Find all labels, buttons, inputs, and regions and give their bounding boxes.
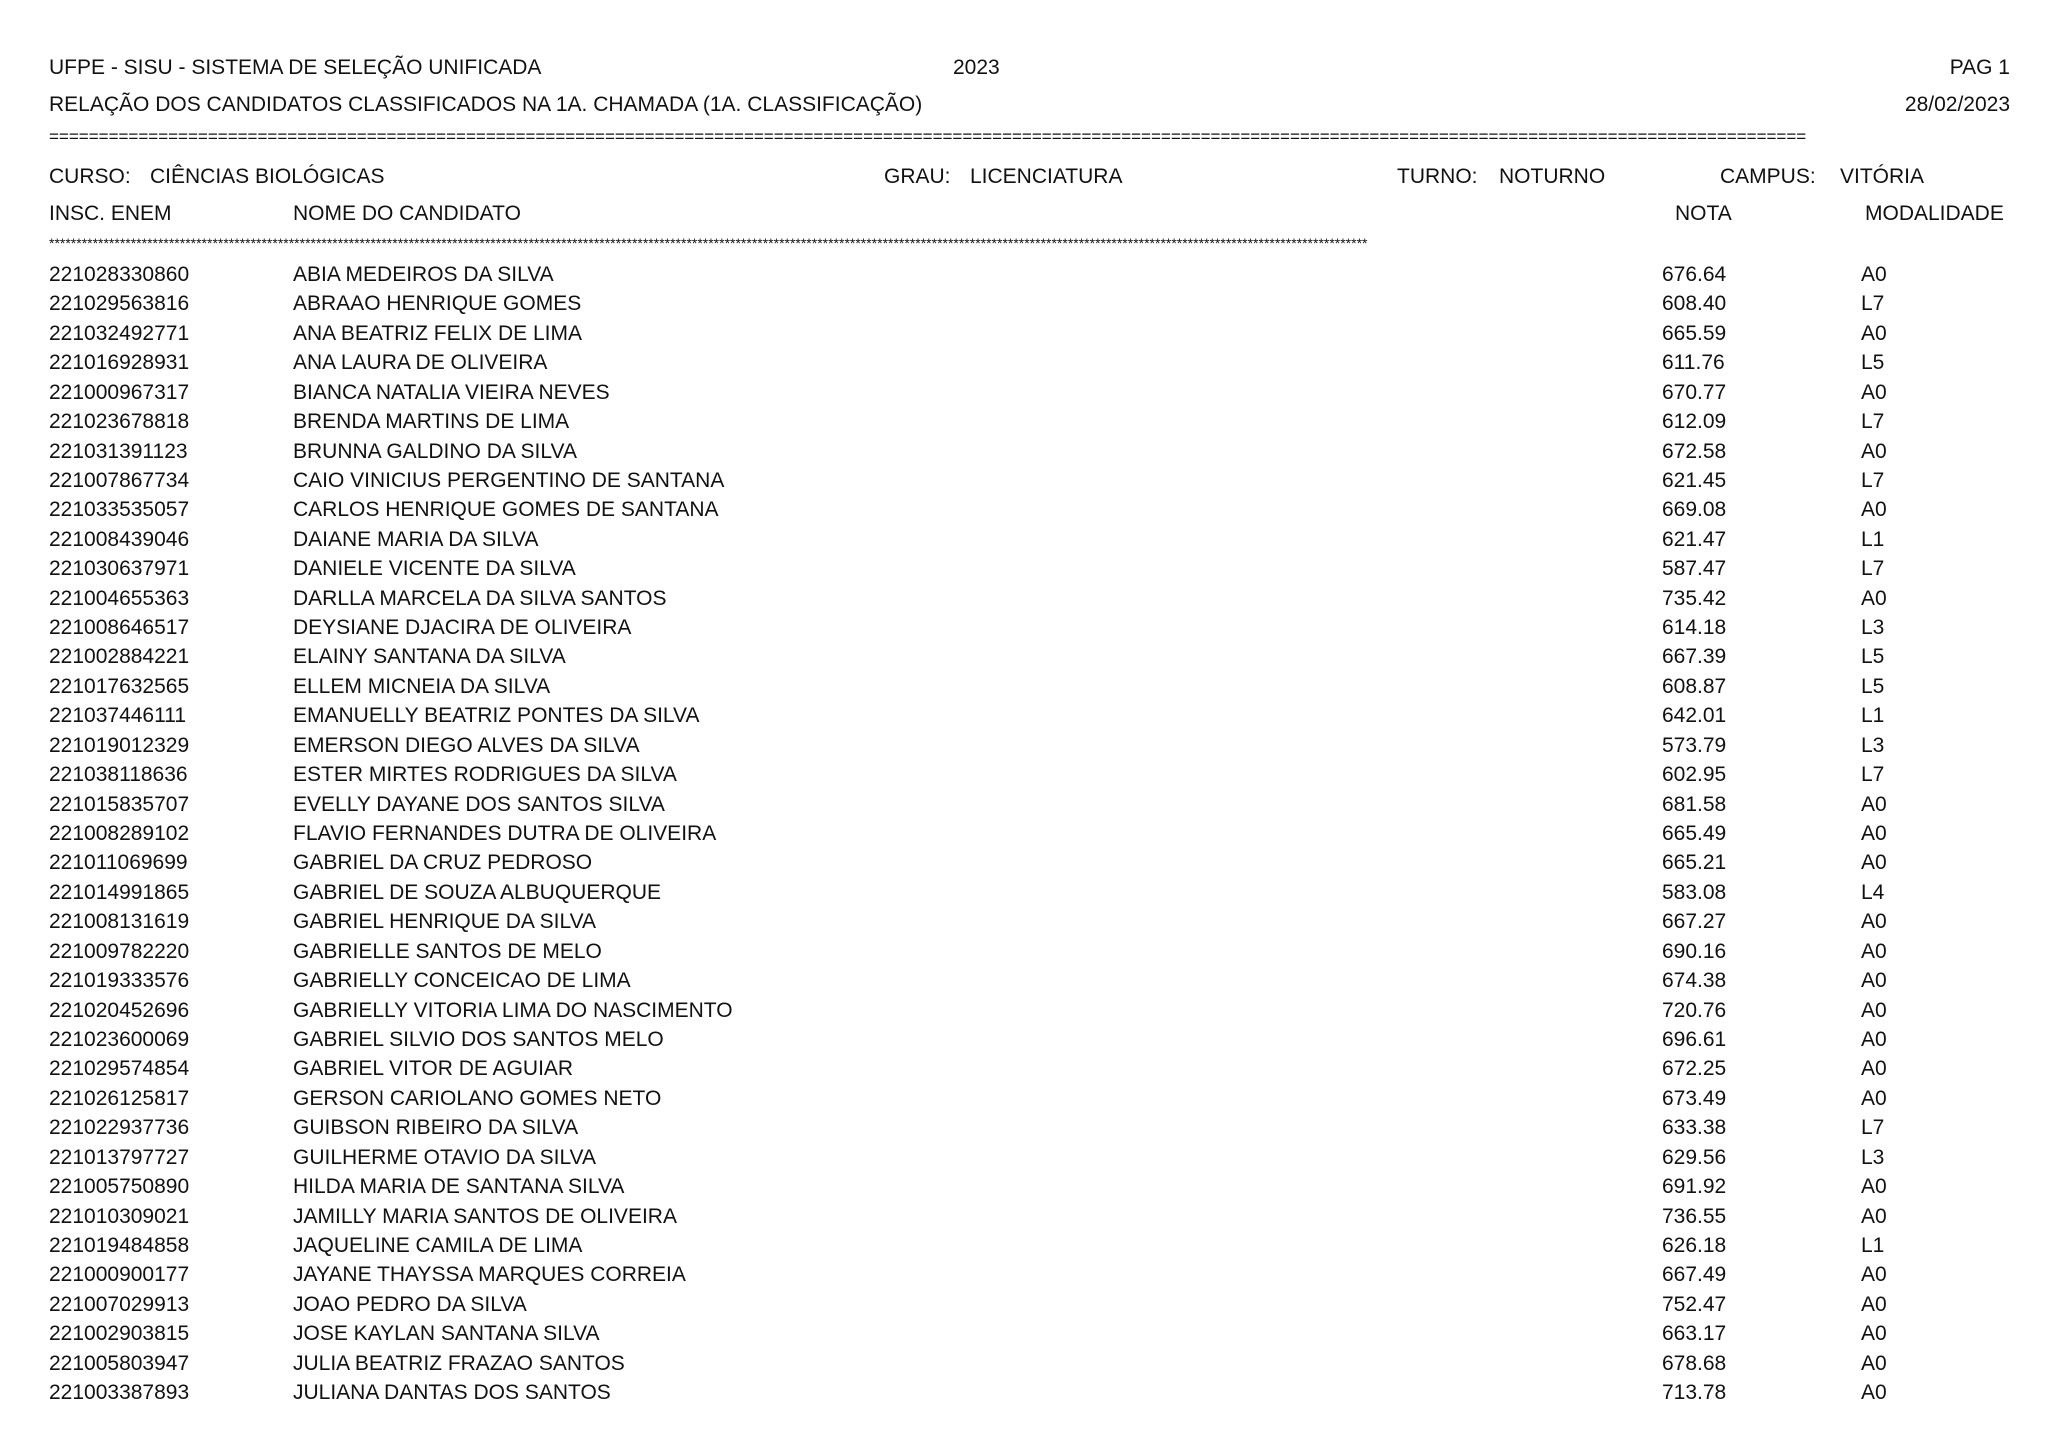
nota-cell: 676.64	[1662, 263, 1727, 286]
modalidade-cell: L7	[1861, 557, 1885, 581]
candidate-name-cell: DANIELE VICENTE DA SILVA	[293, 557, 576, 581]
curso-label: CURSO:	[49, 165, 131, 188]
candidate-name-cell: ABRAAO HENRIQUE GOMES	[293, 292, 582, 316]
modalidade-cell: L1	[1861, 527, 1885, 551]
modalidade-cell: A0	[1861, 1351, 1887, 1375]
modalidade-cell: A0	[1861, 1263, 1887, 1287]
insc-enem-cell: 221007029913	[49, 1292, 190, 1316]
table-row	[0, 441, 2048, 470]
candidate-name-cell: DAIANE MARIA DA SILVA	[293, 527, 539, 551]
insc-enem-cell: 221033535057	[49, 498, 190, 522]
modalidade-cell: A0	[1861, 851, 1887, 875]
nota-cell: 665.21	[1662, 851, 1727, 875]
insc-enem-cell: 221008439046	[49, 527, 190, 551]
insc-enem-cell: 221000900177	[49, 1263, 190, 1287]
nota-cell: 633.38	[1662, 1116, 1727, 1140]
page-number: PAG 1	[1949, 56, 2010, 79]
nota-cell: 583.08	[1662, 880, 1727, 904]
insc-enem-cell: 221007867734	[49, 468, 190, 492]
candidate-name-cell: GABRIEL HENRIQUE DA SILVA	[293, 910, 597, 934]
modalidade-cell: A0	[1861, 1027, 1887, 1051]
insc-enem-cell: 221020452696	[49, 998, 190, 1022]
candidate-name-cell: ELAINY SANTANA DA SILVA	[293, 645, 566, 669]
candidate-name-cell: GABRIEL SILVIO DOS SANTOS MELO	[293, 1027, 664, 1051]
candidate-name-cell: JAQUELINE CAMILA DE LIMA	[293, 1233, 583, 1257]
candidate-name-cell: JULIANA DANTAS DOS SANTOS	[293, 1381, 611, 1405]
table-row	[0, 293, 2048, 322]
nota-cell: 752.47	[1662, 1292, 1727, 1316]
table-row	[0, 264, 2048, 293]
nota-cell: 614.18	[1662, 616, 1727, 640]
nota-cell: 667.49	[1662, 1263, 1727, 1287]
nota-cell: 612.09	[1662, 410, 1727, 434]
modalidade-cell: L3	[1861, 616, 1885, 640]
system-title: UFPE - SISU - SISTEMA DE SELEÇÃO UNIFICADA	[49, 56, 542, 79]
table-row	[0, 499, 2048, 528]
table-row	[0, 352, 2048, 381]
nota-cell: 720.76	[1662, 998, 1727, 1022]
modalidade-cell: A0	[1861, 586, 1887, 610]
nota-cell: 736.55	[1662, 1204, 1727, 1228]
modalidade-cell: L7	[1861, 292, 1885, 316]
candidate-name-cell: GABRIELLE SANTOS DE MELO	[293, 939, 602, 963]
nota-cell: 621.47	[1662, 527, 1727, 551]
candidate-name-cell: ANA LAURA DE OLIVEIRA	[293, 351, 548, 375]
modalidade-cell: A0	[1861, 939, 1887, 963]
nota-cell: 642.01	[1662, 704, 1727, 728]
table-row	[0, 1000, 2048, 1029]
candidate-name-cell: CARLOS HENRIQUE GOMES DE SANTANA	[293, 498, 719, 522]
column-header-insc: INSC. ENEM	[49, 202, 172, 225]
nota-cell: 629.56	[1662, 1145, 1727, 1169]
nota-cell: 665.49	[1662, 822, 1727, 846]
nota-cell: 608.87	[1662, 674, 1727, 698]
modalidade-cell: A0	[1861, 1381, 1887, 1405]
nota-cell: 672.25	[1662, 1057, 1727, 1081]
nota-cell: 696.61	[1662, 1027, 1727, 1051]
nota-cell: 667.39	[1662, 645, 1727, 669]
candidate-name-cell: GABRIELLY CONCEICAO DE LIMA	[293, 969, 631, 993]
report-date: 28/02/2023	[1904, 93, 2010, 116]
candidate-name-cell: GERSON CARIOLANO GOMES NETO	[293, 1086, 662, 1110]
column-header-nota: NOTA	[1675, 202, 1732, 225]
insc-enem-cell: 221000967317	[49, 380, 190, 404]
modalidade-cell: A0	[1861, 910, 1887, 934]
nota-cell: 621.45	[1662, 468, 1727, 492]
nota-cell: 735.42	[1662, 586, 1727, 610]
candidate-name-cell: JULIA BEATRIZ FRAZAO SANTOS	[293, 1351, 625, 1375]
insc-enem-cell: 221029563816	[49, 292, 190, 316]
insc-enem-cell: 221005750890	[49, 1175, 190, 1199]
table-row	[0, 941, 2048, 970]
insc-enem-cell: 221019484858	[49, 1233, 190, 1257]
insc-enem-cell: 221002884221	[49, 645, 190, 669]
table-row	[0, 1088, 2048, 1117]
modalidade-cell: A0	[1861, 263, 1887, 286]
insc-enem-cell: 221004655363	[49, 586, 190, 610]
candidate-name-cell: JAMILLY MARIA SANTOS DE OLIVEIRA	[293, 1204, 677, 1228]
table-row	[0, 411, 2048, 440]
modalidade-cell: L5	[1861, 674, 1885, 698]
insc-enem-cell: 221029574854	[49, 1057, 190, 1081]
table-row	[0, 617, 2048, 646]
insc-enem-cell: 221038118636	[49, 763, 188, 787]
nota-cell: 678.68	[1662, 1351, 1727, 1375]
modalidade-cell: L1	[1861, 704, 1885, 728]
table-row	[0, 558, 2048, 587]
table-row	[0, 882, 2048, 911]
modalidade-cell: A0	[1861, 498, 1887, 522]
candidate-name-cell: JOSE KAYLAN SANTANA SILVA	[293, 1322, 600, 1346]
nota-cell: 713.78	[1662, 1381, 1727, 1405]
table-row	[0, 735, 2048, 764]
table-row	[0, 764, 2048, 793]
insc-enem-cell: 221037446111	[49, 704, 187, 728]
insc-enem-cell: 221031391123	[49, 439, 188, 463]
table-row	[0, 1353, 2048, 1382]
candidate-name-cell: FLAVIO FERNANDES DUTRA DE OLIVEIRA	[293, 822, 717, 846]
insc-enem-cell: 221016928931	[49, 351, 190, 375]
candidate-name-cell: EVELLY DAYANE DOS SANTOS SILVA	[293, 792, 665, 816]
modalidade-cell: A0	[1861, 1175, 1887, 1199]
nota-cell: 672.58	[1662, 439, 1727, 463]
insc-enem-cell: 221032492771	[49, 321, 190, 345]
modalidade-cell: A0	[1861, 321, 1887, 345]
candidate-name-cell: GABRIELLY VITORIA LIMA DO NASCIMENTO	[293, 998, 733, 1022]
nota-cell: 665.59	[1662, 321, 1727, 345]
table-row	[0, 470, 2048, 499]
nota-cell: 691.92	[1662, 1175, 1727, 1199]
modalidade-cell: A0	[1861, 792, 1887, 816]
nota-cell: 587.47	[1662, 557, 1727, 581]
separator-equals: =================================================================================================================================================================================	[49, 128, 1807, 145]
table-row	[0, 382, 2048, 411]
candidate-name-cell: GABRIEL VITOR DE AGUIAR	[293, 1057, 574, 1081]
modalidade-cell: L7	[1861, 763, 1885, 787]
insc-enem-cell: 221019012329	[49, 733, 190, 757]
table-row	[0, 823, 2048, 852]
modalidade-cell: A0	[1861, 1086, 1887, 1110]
table-row	[0, 1294, 2048, 1323]
curso-value: CIÊNCIAS BIOLÓGICAS	[150, 165, 385, 188]
turno-value: NOTURNO	[1499, 165, 1606, 188]
table-row	[0, 1264, 2048, 1293]
candidate-name-cell: ANA BEATRIZ FELIX DE LIMA	[293, 321, 583, 345]
insc-enem-cell: 221028330860	[49, 263, 190, 286]
separator-stars: **************************************************************************************************************************************************************************************************************************************************	[49, 236, 1368, 250]
campus-label: CAMPUS:	[1720, 165, 1816, 188]
table-row	[0, 852, 2048, 881]
table-row	[0, 794, 2048, 823]
candidate-name-cell: DEYSIANE DJACIRA DE OLIVEIRA	[293, 616, 632, 640]
modalidade-cell: L1	[1861, 1233, 1885, 1257]
insc-enem-cell: 221002903815	[49, 1322, 190, 1346]
candidate-name-cell: CAIO VINICIUS PERGENTINO DE SANTANA	[293, 468, 725, 492]
modalidade-cell: A0	[1861, 969, 1887, 993]
insc-enem-cell: 221008131619	[49, 910, 190, 934]
insc-enem-cell: 221011069699	[49, 851, 188, 875]
modalidade-cell: A0	[1861, 822, 1887, 846]
candidate-name-cell: BRENDA MARTINS DE LIMA	[293, 410, 570, 434]
table-row	[0, 646, 2048, 675]
insc-enem-cell: 221005803947	[49, 1351, 190, 1375]
candidate-name-cell: BRUNNA GALDINO DA SILVA	[293, 439, 577, 463]
insc-enem-cell: 221003387893	[49, 1381, 190, 1405]
table-row	[0, 1323, 2048, 1352]
table-row	[0, 1029, 2048, 1058]
candidate-name-cell: EMANUELLY BEATRIZ PONTES DA SILVA	[293, 704, 700, 728]
modalidade-cell: L5	[1861, 351, 1885, 375]
candidate-name-cell: BIANCA NATALIA VIEIRA NEVES	[293, 380, 610, 404]
table-row	[0, 1147, 2048, 1176]
candidate-name-cell: EMERSON DIEGO ALVES DA SILVA	[293, 733, 640, 757]
candidate-name-cell: ESTER MIRTES RODRIGUES DA SILVA	[293, 763, 677, 787]
nota-cell: 663.17	[1662, 1322, 1727, 1346]
insc-enem-cell: 221017632565	[49, 674, 190, 698]
candidate-name-cell: ABIA MEDEIROS DA SILVA	[293, 263, 554, 286]
nota-cell: 608.40	[1662, 292, 1727, 316]
modalidade-cell: A0	[1861, 1057, 1887, 1081]
insc-enem-cell: 221013797727	[49, 1145, 190, 1169]
table-row	[0, 705, 2048, 734]
modalidade-cell: L7	[1861, 410, 1885, 434]
modalidade-cell: A0	[1861, 1292, 1887, 1316]
candidate-name-cell: GUIBSON RIBEIRO DA SILVA	[293, 1116, 579, 1140]
modalidade-cell: A0	[1861, 1322, 1887, 1346]
candidate-name-cell: JAYANE THAYSSA MARQUES CORREIA	[293, 1263, 686, 1287]
insc-enem-cell: 221010309021	[49, 1204, 190, 1228]
modalidade-cell: A0	[1861, 380, 1887, 404]
column-header-modalidade: MODALIDADE	[1865, 202, 2004, 225]
nota-cell: 573.79	[1662, 733, 1727, 757]
modalidade-cell: A0	[1861, 998, 1887, 1022]
table-row	[0, 1235, 2048, 1264]
nota-cell: 611.76	[1662, 351, 1725, 375]
candidate-name-cell: GUILHERME OTAVIO DA SILVA	[293, 1145, 597, 1169]
candidate-name-cell: DARLLA MARCELA DA SILVA SANTOS	[293, 586, 667, 610]
candidate-name-cell: GABRIEL DE SOUZA ALBUQUERQUE	[293, 880, 661, 904]
insc-enem-cell: 221014991865	[49, 880, 190, 904]
nota-cell: 673.49	[1662, 1086, 1727, 1110]
nota-cell: 626.18	[1662, 1233, 1727, 1257]
table-row	[0, 676, 2048, 705]
grau-value: LICENCIATURA	[970, 165, 1123, 188]
nota-cell: 602.95	[1662, 763, 1727, 787]
modalidade-cell: A0	[1861, 439, 1887, 463]
insc-enem-cell: 221019333576	[49, 969, 190, 993]
candidate-name-cell: ELLEM MICNEIA DA SILVA	[293, 674, 551, 698]
insc-enem-cell: 221022937736	[49, 1116, 190, 1140]
modalidade-cell: L3	[1861, 733, 1885, 757]
table-row	[0, 1206, 2048, 1235]
nota-cell: 674.38	[1662, 969, 1727, 993]
nota-cell: 681.58	[1662, 792, 1727, 816]
candidate-name-cell: HILDA MARIA DE SANTANA SILVA	[293, 1175, 625, 1199]
modalidade-cell: L3	[1861, 1145, 1885, 1169]
table-row	[0, 970, 2048, 999]
candidate-name-cell: JOAO PEDRO DA SILVA	[293, 1292, 527, 1316]
report-title: RELAÇÃO DOS CANDIDATOS CLASSIFICADOS NA 1A. CHAMADA (1A. CLASSIFICAÇÃO)	[49, 93, 923, 116]
insc-enem-cell: 221023678818	[49, 410, 190, 434]
table-row	[0, 1058, 2048, 1087]
modalidade-cell: A0	[1861, 1204, 1887, 1228]
modalidade-cell: L5	[1861, 645, 1885, 669]
campus-value: VITÓRIA	[1840, 165, 1925, 188]
table-row	[0, 1176, 2048, 1205]
table-row	[0, 323, 2048, 352]
insc-enem-cell: 221008289102	[49, 822, 190, 846]
modalidade-cell: L4	[1861, 880, 1885, 904]
table-row	[0, 1382, 2048, 1411]
report-year: 2023	[953, 56, 1000, 79]
table-row	[0, 529, 2048, 558]
insc-enem-cell: 221030637971	[49, 557, 190, 581]
table-row	[0, 1117, 2048, 1146]
column-header-nome: NOME DO CANDIDATO	[293, 202, 521, 225]
nota-cell: 670.77	[1662, 380, 1727, 404]
nota-cell: 690.16	[1662, 939, 1727, 963]
modalidade-cell: L7	[1861, 468, 1885, 492]
turno-label: TURNO:	[1397, 165, 1478, 188]
insc-enem-cell: 221015835707	[49, 792, 190, 816]
nota-cell: 669.08	[1662, 498, 1727, 522]
insc-enem-cell: 221023600069	[49, 1027, 190, 1051]
insc-enem-cell: 221009782220	[49, 939, 190, 963]
table-row	[0, 911, 2048, 940]
table-row	[0, 588, 2048, 617]
modalidade-cell: L7	[1861, 1116, 1885, 1140]
nota-cell: 667.27	[1662, 910, 1727, 934]
candidate-name-cell: GABRIEL DA CRUZ PEDROSO	[293, 851, 593, 875]
insc-enem-cell: 221008646517	[49, 616, 190, 640]
insc-enem-cell: 221026125817	[49, 1086, 190, 1110]
grau-label: GRAU:	[884, 165, 951, 188]
candidate-list	[0, 264, 2048, 1411]
